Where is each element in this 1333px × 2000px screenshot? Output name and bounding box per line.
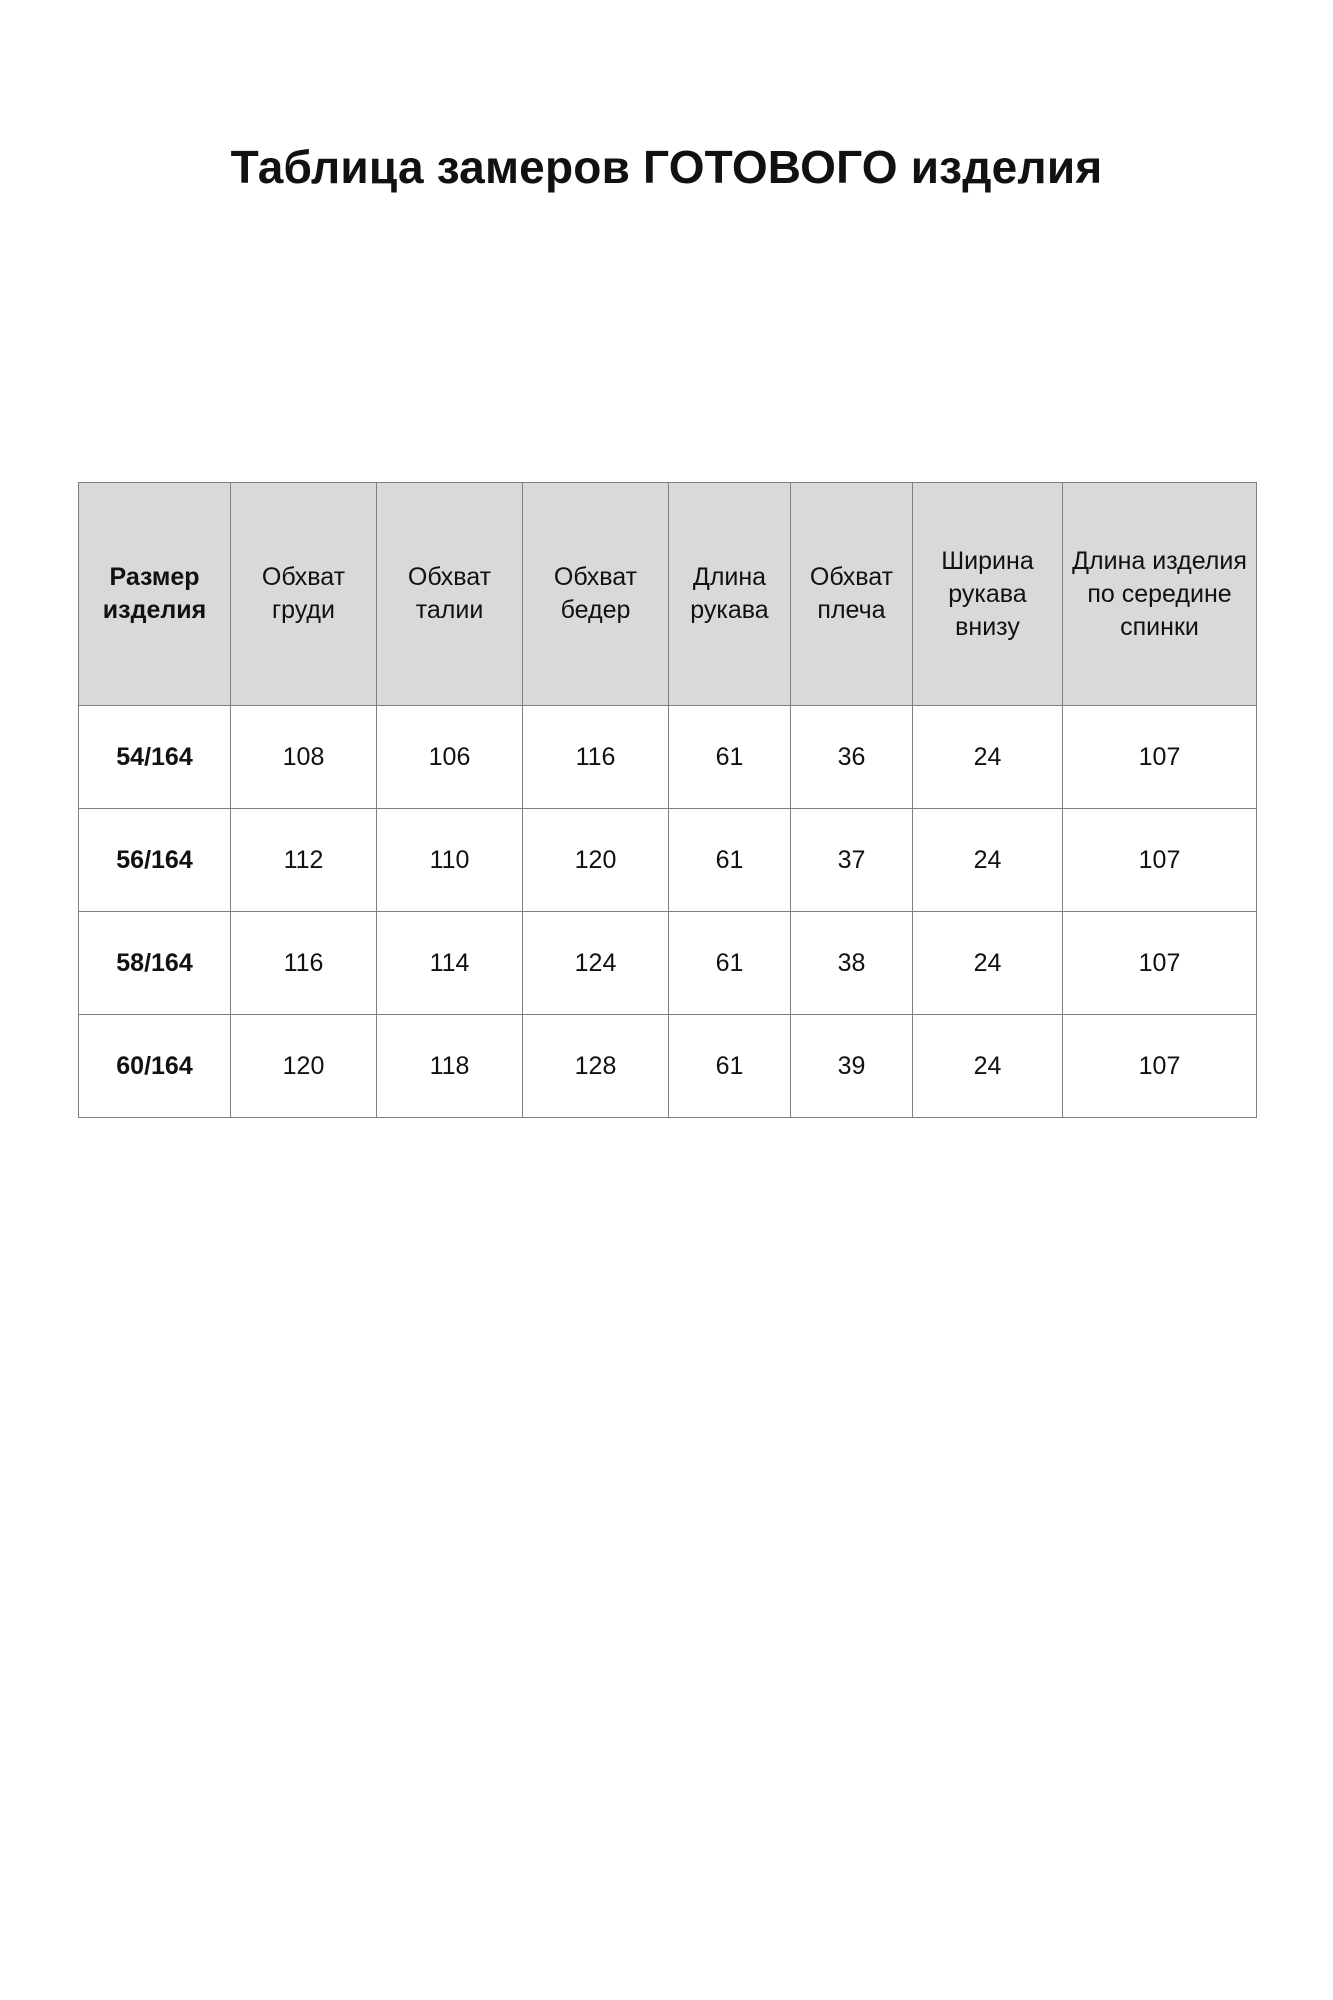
cell-sleeve-width-bottom: 24 <box>913 912 1063 1015</box>
cell-chest: 112 <box>231 809 377 912</box>
cell-size: 56/164 <box>79 809 231 912</box>
cell-back-length: 107 <box>1063 706 1257 809</box>
table-row <box>79 1015 1257 1118</box>
cell-sleeve-length: 61 <box>669 809 791 912</box>
cell-shoulder-girth: 37 <box>791 809 913 912</box>
cell-sleeve-length: 61 <box>669 912 791 1015</box>
cell-back-length: 107 <box>1063 912 1257 1015</box>
cell-back-length: 107 <box>1063 1015 1257 1118</box>
cell-chest: 116 <box>231 912 377 1015</box>
table-body <box>79 706 1257 1118</box>
cell-shoulder-girth: 36 <box>791 706 913 809</box>
cell-shoulder-girth: 39 <box>791 1015 913 1118</box>
cell-shoulder-girth: 38 <box>791 912 913 1015</box>
column-header-hips: Обхват бедер <box>523 483 669 706</box>
cell-sleeve-length: 61 <box>669 706 791 809</box>
cell-hips: 128 <box>523 1015 669 1118</box>
cell-back-length: 107 <box>1063 809 1257 912</box>
column-header-chest: Обхват груди <box>231 483 377 706</box>
column-header-back-length: Длина изделия по середине спинки <box>1063 483 1257 706</box>
measurements-table-container <box>78 482 1256 1118</box>
column-header-size: Размер изделия <box>79 483 231 706</box>
measurements-table <box>78 482 1257 1118</box>
cell-hips: 120 <box>523 809 669 912</box>
column-header-waist: Обхват талии <box>377 483 523 706</box>
table-row <box>79 809 1257 912</box>
cell-hips: 116 <box>523 706 669 809</box>
cell-chest: 120 <box>231 1015 377 1118</box>
table-row <box>79 706 1257 809</box>
column-header-sleeve-width-bottom: Ширина рукава внизу <box>913 483 1063 706</box>
cell-hips: 124 <box>523 912 669 1015</box>
column-header-sleeve-length: Длина рукава <box>669 483 791 706</box>
cell-chest: 108 <box>231 706 377 809</box>
cell-sleeve-width-bottom: 24 <box>913 809 1063 912</box>
cell-waist: 118 <box>377 1015 523 1118</box>
cell-size: 58/164 <box>79 912 231 1015</box>
cell-size: 54/164 <box>79 706 231 809</box>
cell-sleeve-length: 61 <box>669 1015 791 1118</box>
table-header-row <box>79 483 1257 706</box>
cell-size: 60/164 <box>79 1015 231 1118</box>
column-header-shoulder-girth: Обхват плеча <box>791 483 913 706</box>
page-title: Таблица замеров ГОТОВОГО изделия <box>230 141 1103 193</box>
table-row <box>79 912 1257 1015</box>
cell-waist: 106 <box>377 706 523 809</box>
cell-waist: 110 <box>377 809 523 912</box>
table-header <box>79 483 1257 706</box>
cell-sleeve-width-bottom: 24 <box>913 1015 1063 1118</box>
cell-waist: 114 <box>377 912 523 1015</box>
cell-sleeve-width-bottom: 24 <box>913 706 1063 809</box>
